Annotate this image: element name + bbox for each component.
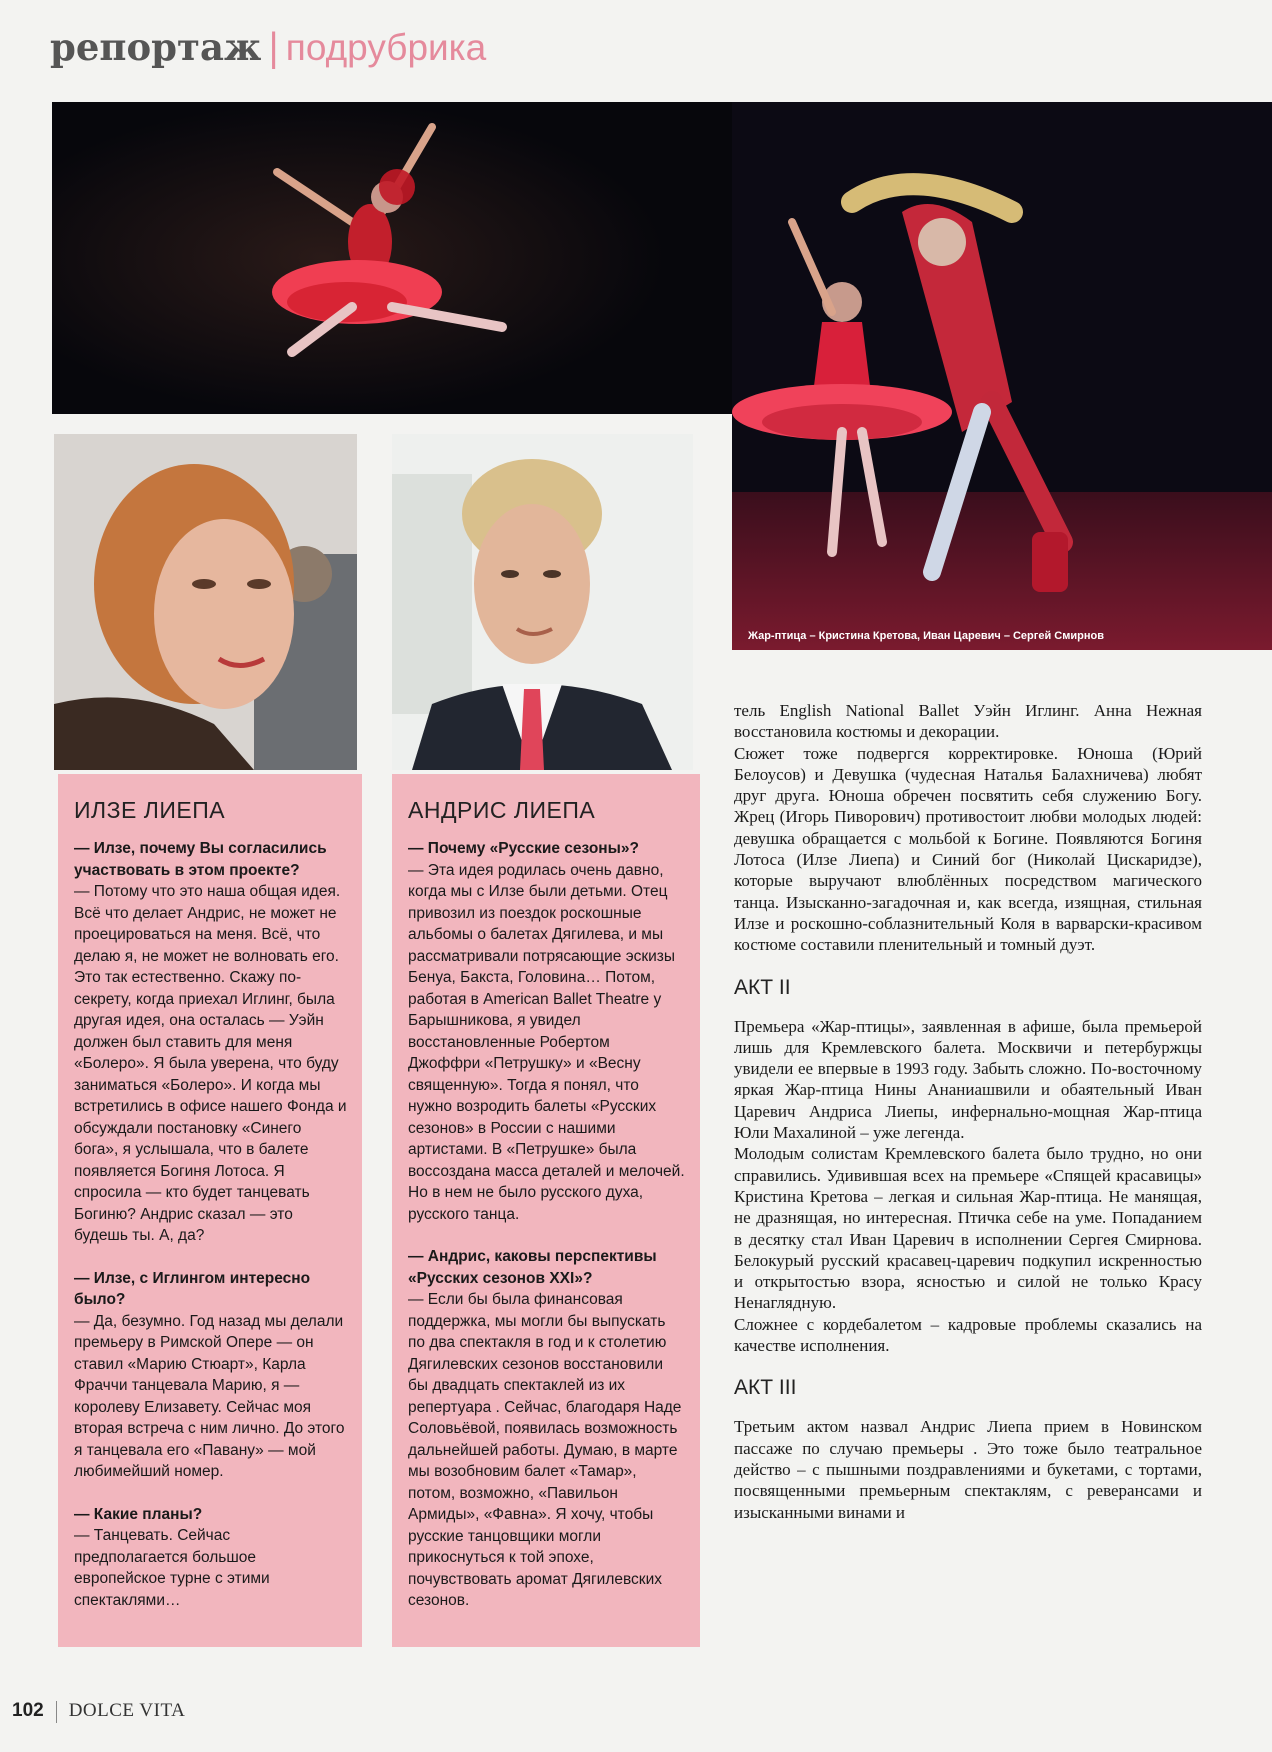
question: — Какие планы? [74,1505,203,1523]
article-paragraph: тель English National Ballet Уэйн Иглинг. Анна Нежная восстановила костюмы и декорации. [734,701,1202,742]
section-header [50,22,486,73]
answer: — Да, безумно. Год назад мы делали премьеру в Римской Опере — он ставил «Марию Стюарт», Карла Фраччи танцевала Марию, я — королеву Елизавету. Сейчас моя вторая встреча с ним лично. До этого я танцевала его «Павану» — мой любимейший номер. [74,1312,345,1480]
footer-divider [56,1701,57,1723]
column-title: ИЛЗЕ ЛИЕПА [74,797,226,823]
question: — Илзе, с Иглингом интересно было? [74,1269,311,1308]
answer: — Потому что это наша общая идея. Всё что делает Андрис, не может не проецироваться на меня. Всё, что делаю я, не может не волновать его. Это так естественно. Скажу по-секрету, когда приехал Иглинг, была другая идея, она осталась — Уэйн должен был ставить для меня «Болеро». Я была уверена, что буду заниматься «Болеро». И когда мы встретились в офисе нашего Фонда и обсуждали постановку «Синего бога», я услышала, что в балете появляется Богиня Лотоса. Я спросила — кто будет танцевать Богиню? Андрис сказал — это будешь ты. А, да? [74,883,347,1244]
magazine-brand: DOLCE VITA [68,1700,186,1721]
column-title: АНДРИС ЛИЕПА [408,797,596,823]
article-paragraph: Сюжет тоже подвергся корректировке. Юноша (Юрий Белоусов) и Девушка (чудесная Наталья Балахничева) любят друг друга. Юноша обречен посвятить себя служению Богу. Жрец (Игорь Пиворович) противостоит любви молодых людей: девушка обращается с мольбой к Богине. Появляются Богиня Лотоса (Илзе Лиепа) и Синий бог (Николай Цискаридзе), которые выручают влюблённых посредством магического танца. Изысканно-загадочная и, как всегда, изящная, стильная Илзе и роскошно-соблазнительный Коля в варварски-красивом костюме составили пленительный и томный дуэт. [734,743,1202,955]
article-paragraph: Молодым солистам Кремлевского балета было трудно, но они справились. Удивившая всех на премьере «Спящей красавицы» Кристина Кретова – легкая и сильная Жар-птица. Не манящая, не дразнящая, но интересная. Птичка себе на уме. Попаданием в десятку стал Иван Царевич в исполнении Сергея Смирнова. Белокурый русский красавец-царевич подкупил искренностью и открытостью взора, ясностью и силой не только Красу Ненаглядную. [734,1144,1202,1313]
article-paragraph: Сложнее с кордебалетом – кадровые проблемы сказались на качестве исполнения. [734,1314,1202,1356]
photo-caption: Жар-птица – Кристина Кретова, Иван Царевич – Сергей Смирнов [748,630,1104,642]
woman-portrait-photo [54,434,357,770]
article-paragraph: Третьим актом назвал Андрис Лиепа прием в Новинском пассаже по случаю премьеры . Это тоже было театральное действо – с пышными поздравлениями и букетами, с тортами, посвященными премьерным спектаклям, с реверансами и изысканными винами и [734,1417,1202,1522]
question: — Андрис, каковы перспективы «Русских сезонов XXI»? [408,1248,657,1287]
ballerina-jump-photo [52,102,732,414]
header-divider: | [267,26,280,69]
subsection-title: подрубрика [285,27,487,68]
interview-column-andris [392,774,700,1647]
article-body [734,700,1202,1523]
page-number: 102 [12,1700,44,1721]
article-paragraph: Премьера «Жар-птицы», заявленная в афише, была премьерой лишь для Кремлевского балета. Москвичи и петербуржцы увидели ее впервые в 1993 году. Забыть сложно. По-восточному яркая Жар-птица Нины Ананиашвили и обаятельный Иван Царевич Андриса Лиепы, инфернально-мощная Жар-птица Юли Махалиной – уже легенда. [734,1016,1202,1143]
interview-column-ilze [58,774,362,1647]
act-heading: АКТ II [734,975,791,999]
question: — Илзе, почему Вы согласились участвовать в этом проекте? [74,840,327,879]
man-portrait-photo [392,434,693,770]
act-heading: АКТ III [734,1376,797,1400]
answer: — Эта идея родилась очень давно, когда мы с Илзе были детьми. Отец привозил из поездок роскошные альбомы о балетах Дягилева, и мы рассматривали потрясающие эскизы Бенуа, Бакста, Головина… Потом, работая в American Ballet Theatre у Барышникова, я увидел восстановленные Робертом Джоффри «Петрушку» и «Весну священную». Тогда я понял, что нужно возродить балеты «Русских сезонов» в России с нашими артистами. В «Петрушке» была воссоздана масса деталей и мелочей. Но в нем не было русского духа, русского танца. [408,861,685,1223]
answer: — Если бы была финансовая поддержка, мы могли бы выпускать по два спектакля в год и к столетию Дягилевских сезонов восстановили бы двадцать спектаклей из их репертуара . Сейчас, благодаря Наде Соловьёвой, появилась возможность дальнейшей работы. Думаю, в марте мы возобновим балет «Тамар», потом, возможно, «Павильон Армиды», «Фавна». Я хочу, чтобы русские танцовщики могли прикоснуться к той эпохе, почувствовать аромат Дягилевских сезонов. [408,1291,682,1609]
ballet-duet-photo [732,102,1272,650]
section-title: репортаж [50,25,262,69]
question: — Почему «Русские сезоны»? [408,840,639,857]
answer: — Танцевать. Сейчас предполагается большое европейское турне с этими спектаклями… [74,1527,270,1609]
page-footer [12,1700,185,1723]
